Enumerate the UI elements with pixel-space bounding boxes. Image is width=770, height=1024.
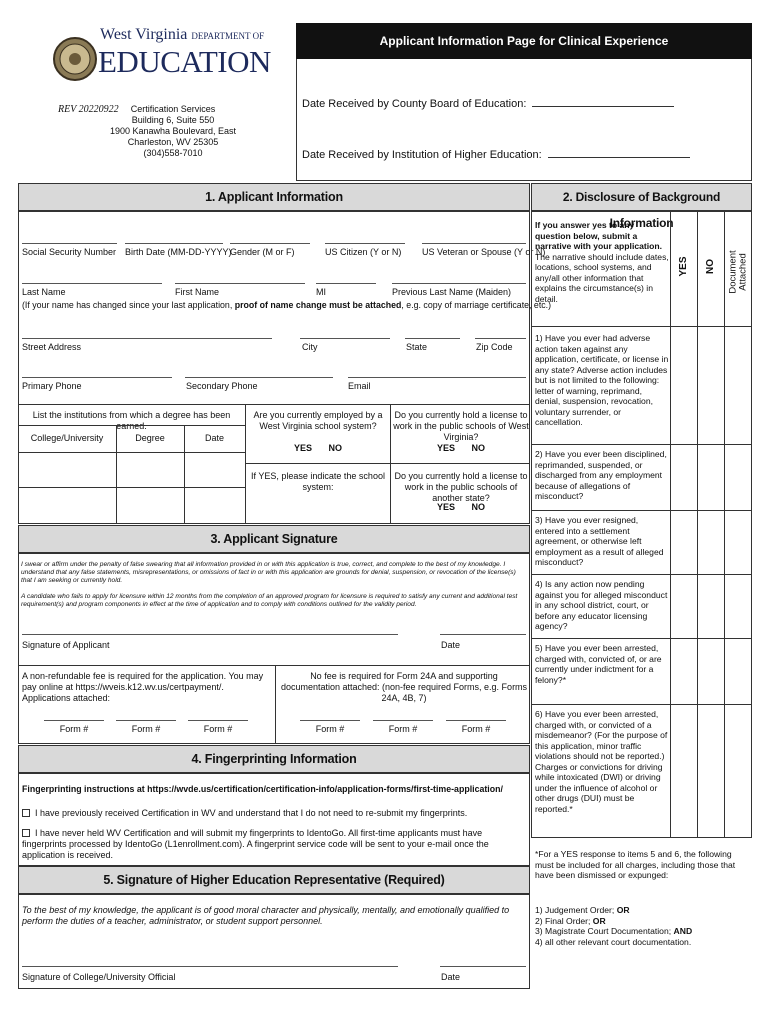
form-number-field[interactable]	[373, 720, 433, 721]
q-row-line	[531, 704, 752, 705]
inst-head-line	[18, 425, 245, 426]
citizen-field[interactable]	[325, 243, 405, 244]
last-name-field[interactable]	[22, 283, 162, 284]
institutions-label: List the institutions from which a degree has been earned.	[32, 410, 231, 431]
applicant-signature-label: Signature of Applicant	[22, 640, 110, 650]
date-county-field[interactable]	[532, 106, 674, 107]
form-number-field[interactable]	[188, 720, 248, 721]
state-seal-icon	[52, 22, 98, 96]
secondary-phone-field[interactable]	[185, 377, 333, 378]
answer-yes-cell[interactable]	[671, 327, 696, 443]
inst-row[interactable]	[18, 452, 245, 488]
mi-field[interactable]	[316, 283, 376, 284]
street-label: Street Address	[22, 342, 82, 352]
address-line: Building 6, Suite 550	[131, 115, 215, 125]
form-number-label: Form #	[203, 724, 233, 734]
birthdate-label: Birth Date (MM-DD-YYYY)	[125, 247, 232, 257]
q-divider	[390, 404, 391, 524]
applicant-date-field[interactable]	[440, 634, 526, 635]
q-employed-options[interactable]	[250, 443, 386, 454]
representative-statement: To the best of my knowledge, the applicant is of good moral character and physically, mentally, and emotionally qualified to perform the duties of a teacher, administrator, or student support personnel.	[22, 905, 510, 926]
court-doc-item	[535, 905, 749, 916]
zip-field[interactable]	[475, 338, 526, 339]
form-number-field[interactable]	[300, 720, 360, 721]
address-line: Charleston, WV 25305	[127, 137, 219, 147]
no-option[interactable]: NO	[328, 443, 343, 453]
gender-field[interactable]	[230, 243, 310, 244]
primary-phone-label: Primary Phone	[22, 381, 82, 391]
address-line: 1900 Kanawha Boulevard, East	[109, 126, 237, 136]
logo-west-virginia: West Virginia	[100, 26, 188, 43]
q-license-wv: Do you currently hold a license to work in the public schools of West Virginia?	[393, 410, 529, 442]
city-label: City	[302, 342, 318, 352]
date-county-label: Date Received by County Board of Education:	[302, 98, 527, 110]
last-name-label: Last Name	[22, 287, 66, 297]
court-doc-item	[535, 916, 749, 927]
form-number-field[interactable]	[44, 720, 104, 721]
section5-header: 5. Signature of Higher Education Representative (Required)	[18, 866, 530, 894]
court-doc-text: 3) Magistrate Court Documentation;	[535, 926, 672, 936]
yes-option[interactable]: YES	[436, 443, 455, 453]
name-note-pre: (If your name has changed since your last application,	[22, 300, 233, 310]
first-name-field[interactable]	[175, 283, 305, 284]
college-col-header: College/University	[30, 433, 104, 443]
no-col-header: NO	[705, 259, 716, 274]
court-docs-list	[535, 905, 749, 947]
no-option[interactable]: NO	[471, 502, 486, 512]
yes-col-header: YES	[678, 256, 689, 277]
disclosure-intro-bold: If you answer yes to any question below, submit a narrative with your application.	[535, 220, 663, 251]
fee-text: A non-refundable fee is required for the application. You may pay online at https://wveis.k12.wv.us/certpayment/. Applications attached:	[22, 671, 264, 703]
official-signature-field[interactable]	[22, 966, 398, 967]
logo-department: DEPARTMENT OF	[191, 31, 265, 41]
logo-education: EDUCATION	[98, 44, 271, 79]
form-number-field[interactable]	[446, 720, 506, 721]
date-county-row	[302, 98, 674, 110]
citizen-label: US Citizen (Y or N)	[325, 247, 402, 257]
court-doc-item	[535, 937, 749, 948]
yes-option[interactable]: YES	[293, 443, 312, 453]
email-label: Email	[348, 381, 371, 391]
answer-doc-cell[interactable]	[725, 327, 751, 443]
wvde-logo	[52, 22, 271, 100]
q-if-yes: If YES, please indicate the school system:	[251, 471, 385, 492]
form-number-label: Form #	[461, 724, 491, 734]
court-doc-text: 1) Judgement Order;	[535, 905, 615, 915]
date-institution-label: Date Received by Institution of Higher Education:	[302, 149, 542, 161]
section2-header: 2. Disclosure of Background Information	[531, 183, 752, 211]
q-row-line	[531, 444, 752, 445]
mi-label: MI	[316, 287, 326, 297]
yes-option[interactable]: YES	[436, 502, 455, 512]
zip-label: Zip Code	[476, 342, 513, 352]
date-institution-field[interactable]	[548, 157, 690, 158]
q-license-wv-options[interactable]	[392, 443, 530, 454]
checkbox[interactable]	[22, 809, 30, 817]
date-col-header: Date	[204, 433, 224, 443]
court-doc-item	[535, 926, 749, 937]
fee-divider	[275, 665, 276, 744]
birthdate-field[interactable]	[125, 243, 223, 244]
checkbox[interactable]	[22, 829, 30, 837]
inst-divider	[245, 404, 246, 524]
disclosure-q1: 1) Have you ever had adverse action taken against any application, certificate, or license in any state? Adverse action includes but is not limited to the following: letter of warning, reprimand, denial, suspension, revocation, voluntary surrender, or cancellation.	[535, 333, 669, 427]
applicant-date-label: Date	[441, 640, 461, 650]
s2-col-line	[724, 211, 725, 838]
fingerprint-instructions[interactable]: Fingerprinting instructions at https://wvde.us/certification/certification-info/application-forms/first-time-application/	[22, 784, 503, 794]
official-date-field[interactable]	[440, 966, 526, 967]
state-label: State	[406, 342, 428, 352]
court-doc-conj: AND	[673, 926, 693, 936]
primary-phone-field[interactable]	[22, 377, 172, 378]
name-change-note	[22, 300, 551, 311]
degree-col-header: Degree	[135, 433, 165, 443]
q-row-line	[531, 510, 752, 511]
s2-col-line	[697, 211, 698, 838]
form-number-label: Form #	[59, 724, 89, 734]
section1-header: 1. Applicant Information	[18, 183, 530, 211]
court-doc-conj: OR	[616, 905, 630, 915]
veteran-label: US Veteran or Spouse (Y or N)	[422, 247, 546, 257]
fingerprint-option-2-label: I have never held WV Certification and will submit my fingerprints to IdentoGo. All first-time applicants must have fingerprints processed by IdentoGo (L1enrollment.com). A fingerprint service code will be sent to your e-mail once the application is received.	[22, 828, 489, 860]
disclosure-q3: 3) Have you ever resigned, entered into a settlement agreement, or otherwise left employment as a result of alleged misconduct?	[535, 515, 664, 567]
court-doc-text: 4) all other relevant court documentation.	[535, 936, 692, 947]
swear-statement: I swear or affirm under the penalty of false swearing that all information provided in or with this application is true, correct, and complete to the best of my knowledge. I understand that any false statements, misrepresentations, or omissions of fact in or with this application are grounds for denial, suspension, or revocation of the license(s) that I am seeking or currently hold.	[21, 561, 516, 584]
name-note-post: , e.g. copy of marriage certificate, etc.)	[401, 300, 552, 310]
answer-no-cell[interactable]	[698, 327, 723, 443]
expunged-footnote: *For a YES response to items 5 and 6, the following must be included for all charges, including those that have been dismissed or expunged:	[535, 849, 736, 880]
q-license-other-options[interactable]	[392, 502, 530, 513]
disclosure-q5: 5) Have you ever been arrested, charged with, convicted of, or are currently under indictment for a felony?*	[535, 643, 662, 685]
official-date-label: Date	[441, 972, 461, 982]
court-doc-conj: OR	[592, 915, 606, 926]
s2-col-line	[670, 211, 671, 838]
form-number-label: Form #	[131, 724, 161, 734]
official-signature-label: Signature of College/University Official	[22, 972, 176, 982]
form-number-label: Form #	[315, 724, 345, 734]
address-line: Certification Services	[130, 104, 216, 114]
date-institution-row	[302, 149, 690, 161]
gender-label: Gender (M or F)	[230, 247, 295, 257]
maiden-name-label: Previous Last Name (Maiden)	[392, 287, 512, 297]
fingerprint-option-2[interactable]	[22, 828, 522, 861]
inst-top-line	[18, 404, 530, 405]
fingerprint-option-1-label: I have previously received Certification in WV and understand that I do not need to re-submit my fingerprints.	[35, 808, 468, 818]
licensure-statement: A candidate who fails to apply for licensure within 12 months from the completion of an approved program for licensure is required to satisfy any current and additional test requirement(s) and program components in effect at the time of application and to comply with conditions outlined for the validity period.	[21, 593, 518, 608]
ssn-label: Social Security Number	[22, 247, 117, 257]
no-option[interactable]: NO	[471, 443, 486, 453]
form-number-label: Form #	[388, 724, 418, 734]
q-row-line	[531, 638, 752, 639]
section3-header: 3. Applicant Signature	[18, 525, 530, 553]
state-field[interactable]	[405, 338, 460, 339]
ssn-field[interactable]	[22, 243, 117, 244]
nofee-text: No fee is required for Form 24A and supporting documentation attached: (non-fee required Forms, e.g. Forms 24A, 4B, 7)	[280, 671, 528, 703]
form-number-field[interactable]	[116, 720, 176, 721]
q-employed: Are you currently employed by a West Virginia school system?	[253, 410, 383, 431]
email-field[interactable]	[348, 377, 526, 378]
secondary-phone-label: Secondary Phone	[186, 381, 258, 391]
disclosure-intro	[535, 220, 669, 304]
doc-col-header: Document Attached	[727, 250, 749, 294]
fingerprint-option-1[interactable]	[22, 808, 527, 819]
address-line: (304)558-7010	[143, 148, 203, 158]
disclosure-intro-rest: The narrative should include dates, locations, school systems, and any/all other information that explains the circumstance(s) in detail.	[535, 251, 669, 304]
court-doc-text: 2) Final Order;	[535, 915, 591, 926]
fee-top-line	[18, 665, 530, 666]
form-title: Applicant Information Page for Clinical Experience	[296, 23, 752, 59]
veteran-field[interactable]	[422, 243, 526, 244]
q-license-other: Do you currently hold a license to work in the public schools of another state?	[394, 471, 528, 503]
disclosure-q4: 4) Is any action now pending against you for alleged misconduct in any school district, court, or before any educator licensing agency?	[535, 579, 668, 631]
q-row-line	[531, 574, 752, 575]
street-field[interactable]	[22, 338, 272, 339]
rev-label: REV 20220922	[58, 104, 119, 115]
applicant-signature-field[interactable]	[22, 634, 398, 635]
disclosure-q6: 6) Have you ever been arrested, charged with, or convicted of a misdemeanor? (For the purpose of this application, minor traffic violations should not be reported.) Charges or convictions for driving while intoxicated (DWI) or driving under the influence of alcohol or other drugs (DUI) must be reported.*	[535, 709, 668, 814]
section4-header: 4. Fingerprinting Information	[18, 745, 530, 773]
disclosure-q2: 2) Have you ever been disciplined, reprimanded, suspended, or discharged from any employment because of allegations of misconduct?	[535, 449, 667, 501]
city-field[interactable]	[300, 338, 390, 339]
maiden-name-field[interactable]	[392, 283, 526, 284]
address-block	[108, 104, 238, 159]
name-note-bold: proof of name change must be attached	[234, 300, 402, 310]
first-name-label: First Name	[175, 287, 220, 297]
q-mid-line	[245, 463, 530, 464]
